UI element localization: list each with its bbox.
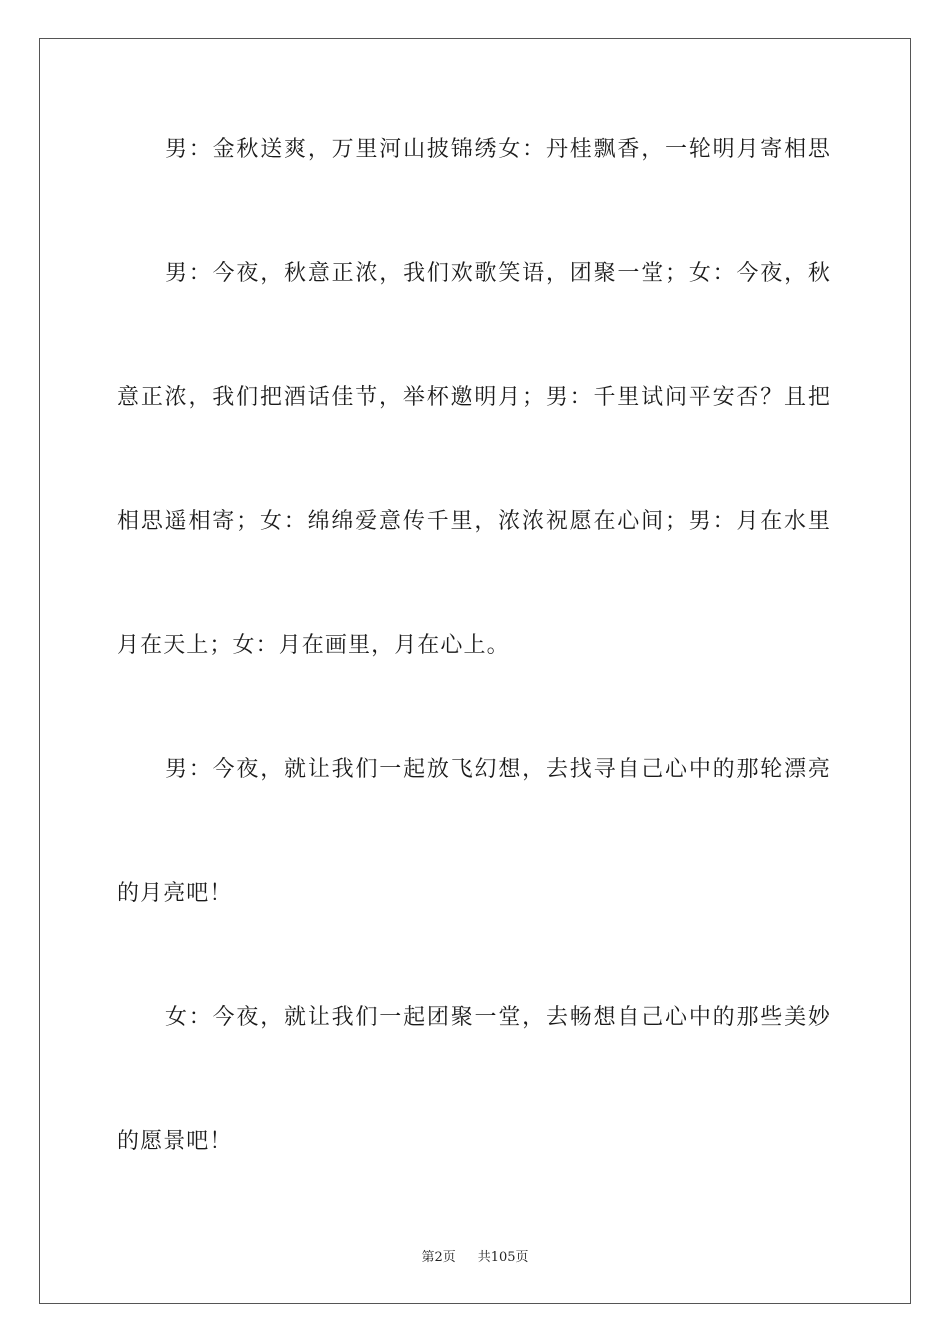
text-line: 男：今夜，就让我们一起放飞幻想，去找寻自己心中的那轮漂亮 [165, 757, 831, 782]
text-line: 意正浓，我们把酒话佳节，举杯邀明月；男：千里试问平安否？且把 [117, 385, 831, 410]
page-footer [0, 1246, 950, 1265]
text-line: 的月亮吧！ [117, 881, 233, 906]
text-line: 月在天上；女：月在画里，月在心上。 [117, 633, 510, 658]
text-line: 相思遥相寄；女：绵绵爱意传千里，浓浓祝愿在心间；男：月在水里 [117, 509, 831, 534]
text-line: 女：今夜，就让我们一起团聚一堂，去畅想自己心中的那些美妙 [165, 1005, 831, 1030]
text-line: 的愿景吧！ [117, 1129, 233, 1154]
text-line: 男：今夜，秋意正浓，我们欢歌笑语，团聚一堂；女：今夜，秋 [165, 261, 831, 286]
text-line: 男：金秋送爽，万里河山披锦绣女：丹桂飘香，一轮明月寄相思 [165, 137, 831, 162]
page-total: 共105页 [477, 1250, 529, 1265]
page-number: 第2页 [421, 1250, 456, 1265]
page-frame [39, 38, 911, 1304]
